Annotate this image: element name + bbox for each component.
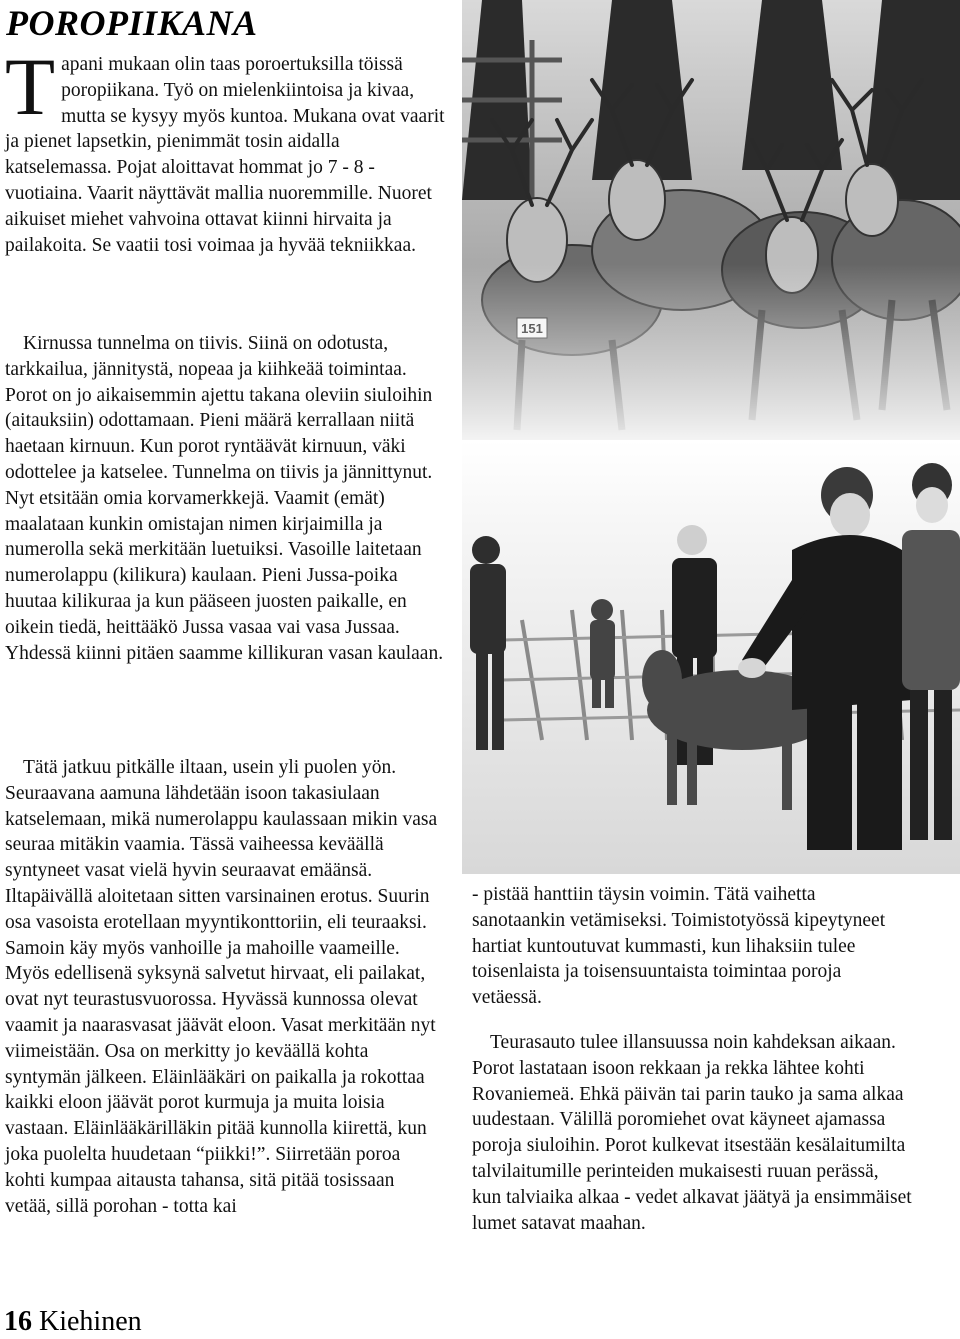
paragraph-4-text: - pistää hanttiin täysin voimin. Tätä vaihetta sanotaankin vetämiseksi. Toimistotyössä kipeytyneet hartiat kuntoutuvat kummasti, kun lihaksiin tulee toisenlaista ja toisensuuntaista toimintaa poroja vetäessä. (472, 884, 886, 1009)
page-number: 16 (4, 1306, 32, 1337)
intro-paragraph (5, 41, 445, 258)
intro-text: apani mukaan olin taas poroertuksilla töissä poropiikana. Työ on mielenkiintoisa ja kivaa, mutta se kysyy myös kuntoa. Mukana ovat vaarit ja pienet lapsetkin, pienimmät tosin aidalla katselemassa. Pojat aloittavat hommat jo 7 - 8 -vuotiaina. Vaarit näyttävät mallia nuoremmille. Nuoret aikuiset miehet vahvoina ottavat kiinni hirvaita ja pailakoita. Se vaatii tosi voimaa ja hyvää tekniikkaa. (5, 54, 445, 256)
reindeer-herd-photo (462, 0, 960, 440)
drop-cap: T (5, 41, 56, 132)
herders-photo (462, 440, 960, 874)
paragraph-3-text: Tätä jatkuu pitkälle iltaan, usein yli puolen yön. Seuraavana aamuna lähdetään isoon takasiulaan katselemaan, mikä numerolappu kaulassaan mikin vasa seuraa mitäkin vaamia. Tässä vaiheessa keväällä syntyneet vasat vielä hyvin seuraavat emäänsä. Iltapäivällä aloitetaan sitten varsinainen erotus. Suurin osa vasoista erotellaan myyntikonttoriin, eli teuraaksi. Samoin käy myös vanhoille ja mahoille vaameille. Myös edellisenä syksynä salvetut hirvaat, eli pailakat, ovat nyt teurastusvuorossa. Hyvässä kunnossa olevat vaamit ja naarasvasat jäävät eloon. Vasat merkitään nyt viimeistään. Osa on merkitty jo keväällä kohta syntymän jälkeen. Eläinlääkäri on paikalla ja rokottaa kaikki eloon jäävät porot kurmuja ja muita loisia vastaan. Eläinlääkärilläkin pitää kunnolla kiirettä, kun joka puolelta huudetaan “piikki!”. Siirretään poroa kohti kumpaa aitausta tahansa, sitä pitää tosissaan vetää, sillä porohan - totta kai (5, 757, 438, 1217)
page-footer (4, 1306, 142, 1338)
paragraph-2-text: Kirnussa tunnelma on tiivis. Siinä on odotusta, tarkkailua, jännitystä, nopeaa ja kiihkeää toimintaa. Porot on jo aikaisemmin ajettu takana oleviin siuloihin (aitauksiin) odottamaan. Pieni määrä kerrallaan niitä haetaan kirnuun. Kun porot ryntäävät kirnuun, väki odottelee ja katselee. Tunnelma on tiivis ja jännittynut. Nyt etsitään omia korvamerkkejä. Vaamit (emät) maalataan kunkin omistajan nimen kirjaimilla ja numerolla sekä merkitään luetuiksi. Vasoille laitetaan numerolappu (kilikura) kaulaan. Pieni Jussa-poika huutaa kilikuraa ja kun pääseen juosten paikalle, en oikein tiedä, heittääkö Jussa vasaa vai vasa Jussaa. Yhdessä kiinni pitäen saamme killikuran vasan kaulaan. (5, 333, 444, 664)
body-paragraph-3 (5, 755, 445, 1219)
body-paragraph-5 (472, 1030, 912, 1236)
body-paragraph-4 (472, 882, 912, 1011)
paragraph-5-text: Teurasauto tulee illansuussa noin kahdeksan aikaan. Porot lastataan isoon rekkaan ja rekka lähtee kohti Rovaniemeä. Ehkä päivän tai parin tauko ja sama alkaa uudestaan. Välillä poromiehet ovat käyneet ajamassa poroja siuloihin. Porot kulkevat itsestään kesälaitumilta talvilaitumille perinteiden mukaisesti ruuan perässä, kun talviaika alkaa - vedet alkavat jäätyä ja ensimmäiset lumet satavat maahan. (472, 1032, 912, 1234)
publication-name: Kiehinen (39, 1306, 142, 1337)
article-title: POROPIIKANA (6, 3, 258, 43)
body-paragraph-2 (5, 331, 445, 666)
